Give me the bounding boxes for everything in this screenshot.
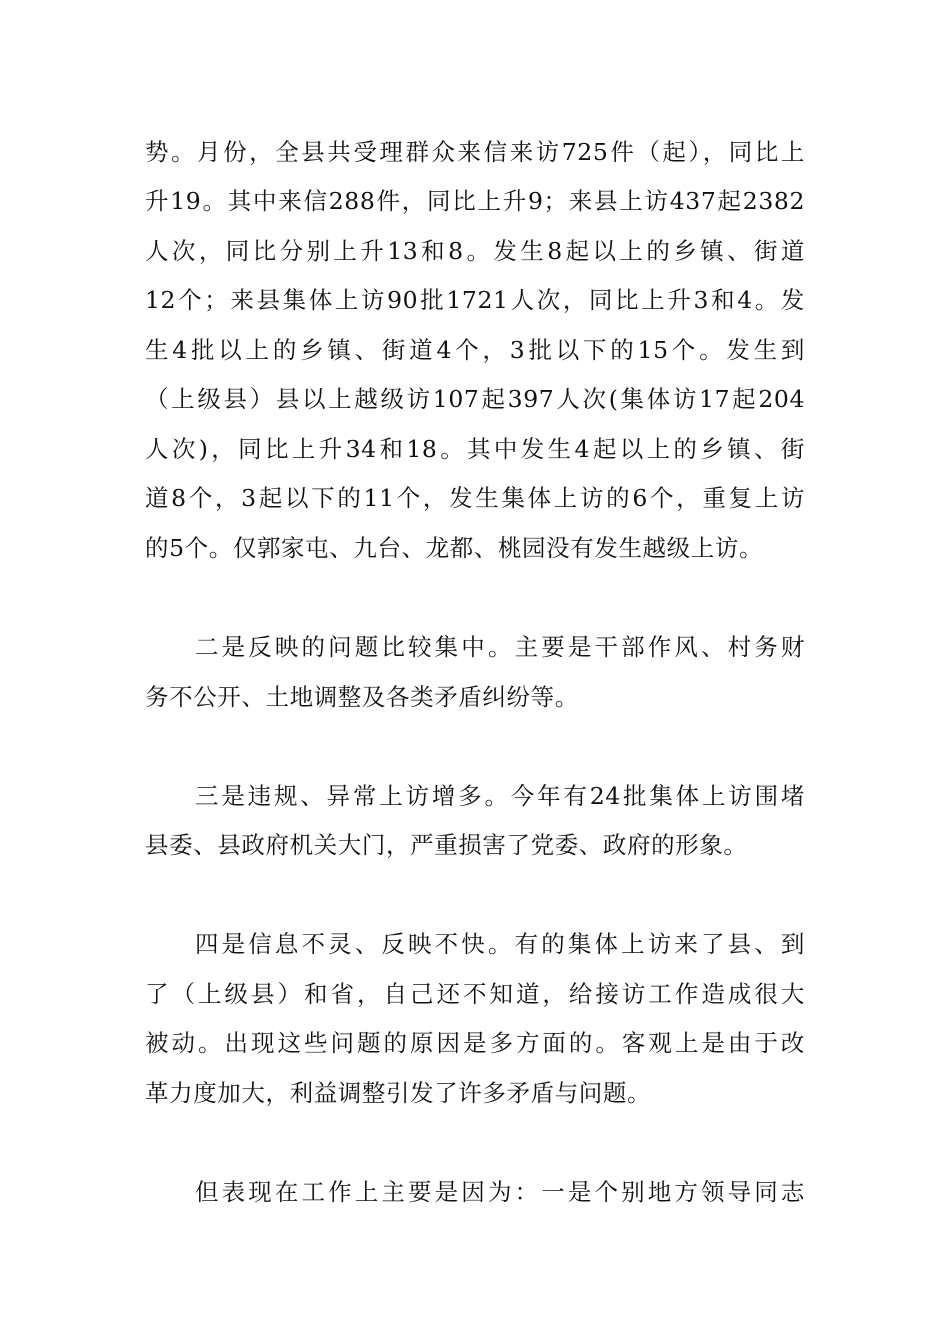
paragraph-4-line-2: 了（上级县）和省，自己还不知道，给接访工作造成很大 <box>145 980 805 1008</box>
paragraph-1-line-7: 人次)，同比上升34和18。其中发生4起以上的乡镇、街 <box>145 435 805 463</box>
paragraph-1-line-2: 升19。其中来信288件，同比上升9；来县上访437起2382 <box>145 187 805 215</box>
paragraph-1-line-8: 道8个，3起以下的11个，发生集体上访的6个，重复上访 <box>145 484 805 512</box>
paragraph-2-line-2: 务不公开、土地调整及各类矛盾纠纷等。 <box>145 683 579 711</box>
paragraph-4-line-4: 革力度加大，利益调整引发了许多矛盾与问题。 <box>145 1079 652 1107</box>
paragraph-3-line-2: 县委、县政府机关大门，严重损害了党委、政府的形象。 <box>145 831 748 859</box>
paragraph-1-line-9: 的5个。仅郭家屯、九台、龙都、桃园没有发生越级上访。 <box>145 534 764 562</box>
paragraph-2-line-1: 二是反映的问题比较集中。主要是干部作风、村务财 <box>195 633 805 661</box>
paragraph-3-line-1: 三是违规、异常上访增多。今年有24批集体上访围堵 <box>195 782 805 810</box>
paragraph-5-line-1: 但表现在工作上主要是因为：一是个别地方领导同志 <box>195 1178 805 1206</box>
paragraph-1-line-5: 生4批以上的乡镇、街道4个，3批以下的15个。发生到 <box>145 336 805 364</box>
paragraph-4-line-3: 被动。出现这些问题的原因是多方面的。客观上是由于改 <box>145 1029 805 1057</box>
paragraph-1-line-6: （上级县）县以上越级访107起397人次(集体访17起204 <box>145 385 805 413</box>
paragraph-1-line-3: 人次，同比分别上升13和8。发生8起以上的乡镇、街道 <box>145 237 805 265</box>
paragraph-1-line-1: 势。月份，全县共受理群众来信来访725件（起），同比上 <box>145 138 805 166</box>
paragraph-4-line-1: 四是信息不灵、反映不快。有的集体上访来了县、到 <box>195 930 805 958</box>
paragraph-1-line-4: 12个；来县集体上访90批1721人次，同比上升3和4。发 <box>145 286 805 314</box>
